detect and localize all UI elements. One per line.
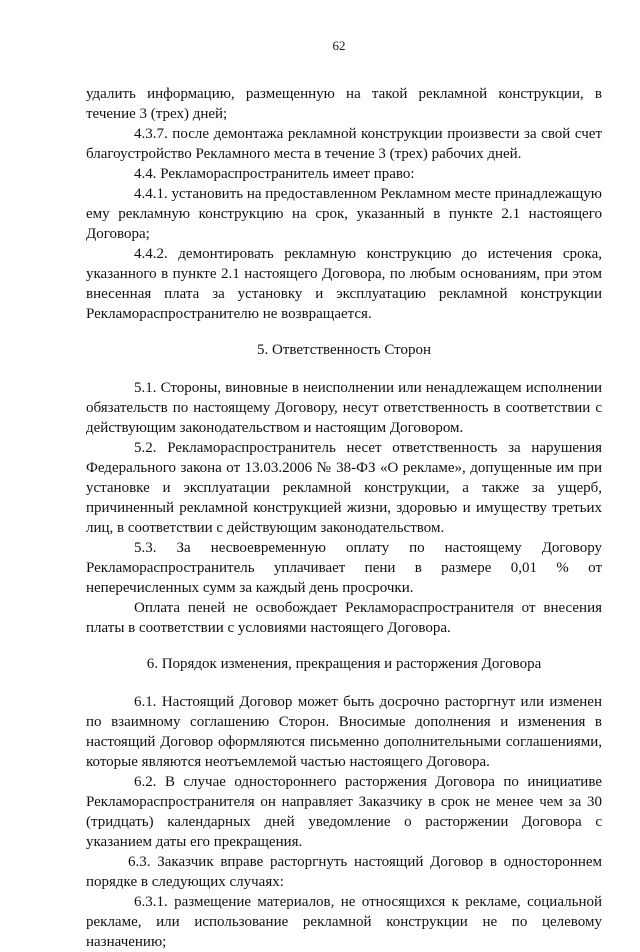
paragraph-5-1: 5.1. Стороны, виновные в неисполнении или ненадлежащем исполнении обязательств по настоящему Договору, несут ответственность в соответствии с действующим законодательством и настоящим Договором. [86, 380, 602, 436]
paragraph-6-3-1: 6.3.1. размещение материалов, не относящихся к рекламе, социальной рекламе, или использование рекламной конструкции не по целевому назначению; [86, 894, 602, 950]
section-6-heading: 6. Порядок изменения, прекращения и расторжения Договора [146, 656, 542, 672]
paragraph-6-1: 6.1. Настоящий Договор может быть досрочно расторгнут или изменен по взаимному соглашению Сторон. Вносимые дополнения и изменения в настоящий Договор оформляются письменно дополнительными соглашениями, которые являются неотъемлемой частью настоящего Договора. [86, 694, 602, 770]
paragraph-4-4: 4.4. Рекламораспространитель имеет право: [134, 166, 415, 182]
paragraph-continuation: удалить информацию, размещенную на такой рекламной конструкции, в течение 3 (трех) дней; [86, 86, 602, 122]
paragraph-5-2: 5.2. Рекламораспространитель несет ответственность за нарушения Федерального закона от 13.03.2006 № 38-ФЗ «О рекламе», допущенные им при установке и эксплуатации рекламной конструкции, а также за ущерб, причиненный рекламной конструкцией жизни, здоровью и имуществу третьих лиц, в соответствии с действующим законодательством. [86, 440, 602, 536]
paragraph-6-2: 6.2. В случае одностороннего расторжения Договора по инициативе Рекламораспространителя он направляет Заказчику в срок не менее чем за 30 (тридцать) календарных дней уведомление о расторжении Договора с указанием даты его прекращения. [86, 774, 602, 850]
page-number: 62 [332, 38, 346, 53]
section-5-heading: 5. Ответственность Сторон [256, 342, 432, 358]
paragraph-6-3: 6.3. Заказчик вправе расторгнуть настоящий Договор в одностороннем порядке в следующих случаях: [86, 854, 602, 890]
paragraph-4-4-1: 4.4.1. установить на предоставленном Рекламном месте принадлежащую ему рекламную конструкцию на срок, указанный в пункте 2.1 настоящего Договора; [86, 186, 603, 242]
paragraph-4-3-7: 4.3.7. после демонтажа рекламной конструкции произвести за свой счет благоустройство Рекламного места в течение 3 (трех) рабочих дней. [86, 126, 602, 162]
paragraph-4-4-2: 4.4.2. демонтировать рекламную конструкцию до истечения срока, указанного в пункте 2.1 настоящего Договора, по любым основаниям, при этом внесенная плата за установку и эксплуатацию рекламной конструкции Рекламораспространителю не возвращается. [86, 246, 602, 322]
paragraph-5-3-note: Оплата пеней не освобождает Рекламораспространителя от внесения платы в соответствии с условиями настоящего Договора. [86, 600, 602, 636]
paragraph-5-3: 5.3. За несвоевременную оплату по настоящему Договору Рекламораспространитель уплачивает пени в размере 0,01 % от неперечисленных сумм за каждый день просрочки. [86, 540, 602, 596]
